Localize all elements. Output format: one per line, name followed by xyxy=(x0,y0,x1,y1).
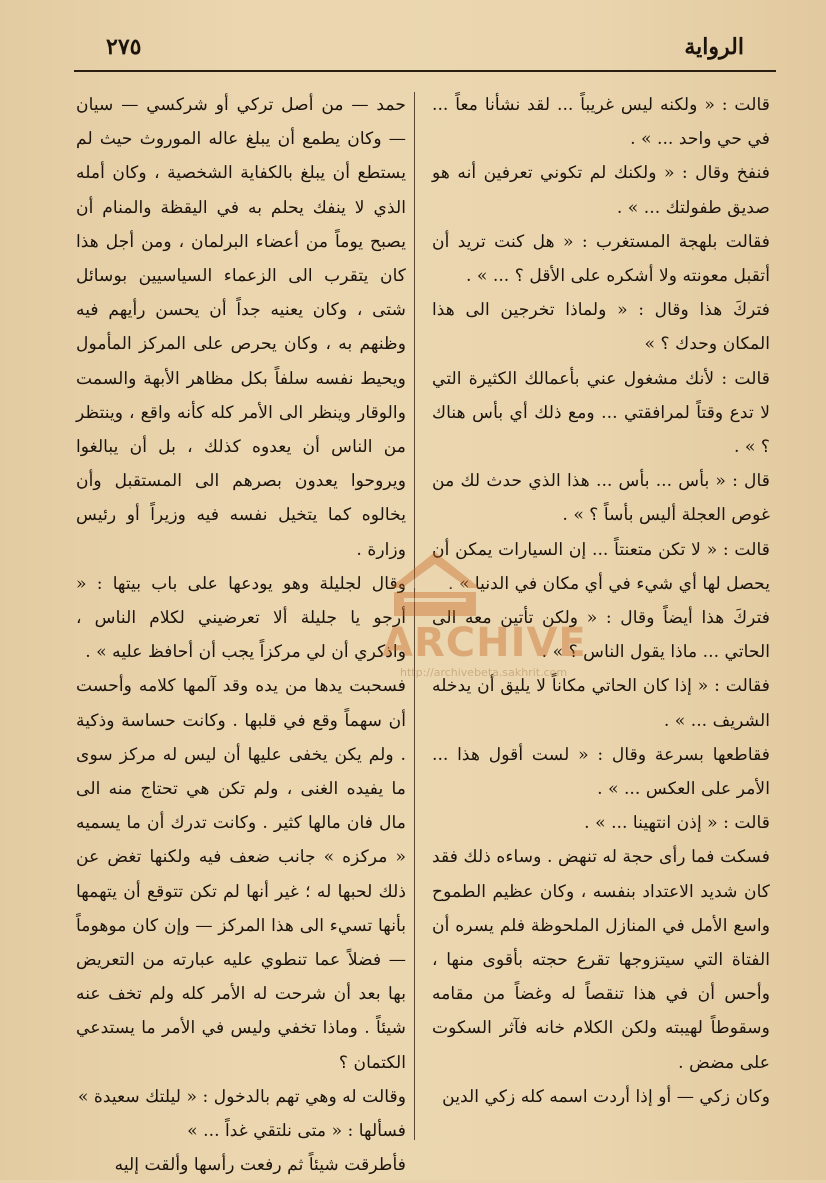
paragraph: فتركَ هذا وقال : « ولماذا تخرجين الى هذا المكان وحدك ؟ » xyxy=(432,300,770,355)
paragraph: قال : « بأس ... بأس ... هذا الذي حدث لك من غوص العجلة أليس بأساً ؟ » . xyxy=(432,471,770,526)
column-divider xyxy=(414,92,415,1140)
paragraph: قالت : لأنك مشغول عني بأعمالك الكثيرة التي لا تدع وقتاً لمرافقتي ... ومع ذلك أي بأس هناك ؟ » . xyxy=(432,368,770,458)
paragraph: فسحبت يدها من يده وقد آلمها كلامه وأحست أن سهماً وقع في قلبها . وكانت حساسة وذكية . ولم يكن يخفى عليها أن ليس له مركز سوى ما يفيده الغنى ، ولم تكن هي تحتاج منه الى مال فان مالها كثير . وكانت تدرك أن ما يسميه « مركزه » جانب ضعف فيه ولكنها تغض عن ذلك لحبها له ؛ غير أنها لم تكن تتوقع أن يتهمها بأنها تسيء الى هذا المركز — وإن كان موهوماً — فضلاً عما تنطوي عليه عبارته من التعريض بها بعد أن شرحت له الأمر كله ولم تخف عنه شيئاً . وماذا تخفي وليس في الأمر ما يستدعي الكتمان ؟ xyxy=(76,676,406,1073)
paragraph: وكان زكي — أو إذا أردت اسمه كله زكي الدين xyxy=(442,1086,770,1107)
watermark-url: http://archivebeta.sakhrit.com xyxy=(400,666,568,679)
text-column-right xyxy=(432,88,770,1114)
page-header xyxy=(78,28,774,70)
page-number: ٢٧٥ xyxy=(106,34,142,60)
paragraph: قالت : « إذن انتهينا ... » . xyxy=(584,813,770,834)
paragraph: قالت : « ولكنه ليس غريباً ... لقد نشأنا معاً ... في حي واحد ... » . xyxy=(432,95,770,150)
paragraph: قالت : « لا تكن متعنتاً ... إن السيارات يمكن أن يحصل لها أي شيء في أي مكان في الدنيا » . xyxy=(432,539,770,594)
watermark-brand: ARCHIVE xyxy=(382,620,587,666)
paragraph: حمد — من أصل تركي أو شركسي — سيان — وكان يطمع أن يبلغ عاله الموروث حيث لم يستطع أن يبلغ بالكفاية الشخصية ، وكان أمله الذي لا ينفك يحلم به في اليقظة والمنام أن يصبح يوماً من أعضاء البرلمان ، ومن أجل هذا كان يتقرب الى الزعماء السياسيين بوسائل شتى ، وكان يعنيه جداً أن يحسن رأيهم فيه وظنهم به ، وكان يحرص على المركز المأمول ويحيط نفسه سلفاً بكل مظاهر الأبهة والسمت والوقار وينظر الى الأمر كله كأنه واقع ، وينتظر من الناس أن يعدوه كذلك ، بل أن يبالغوا ويروحوا يعدون بصرهم الى المستقبل وأن يخالوه كما يتخيل نفسه فيه وزيراً أو رئيس وزارة . xyxy=(76,95,406,560)
paragraph: وقال لجليلة وهو يودعها على باب بيتها : « أرجو يا جليلة ألا تعرضيني لكلام الناس ، واذكري أن لي مركزاً يجب أن أحافظ عليه » . xyxy=(76,573,406,663)
paragraph: فقالت بلهجة المستغرب : « هل كنت تريد أن أتقبل معونته ولا أشكره على الأقل ؟ ... » . xyxy=(432,231,770,287)
paragraph: فقاطعها بسرعة وقال : « لست أقول هذا ... الأمر على العكس ... » . xyxy=(432,744,770,800)
journal-title: الرواية xyxy=(684,34,744,60)
paragraph: فسكت فما رأى حجة له تنهض . وساءه ذلك فقد كان شديد الاعتداد بنفسه ، وكان عظيم الطموح واسع الأمل في المنازل الملحوظة فلم يسره أن الفتاة التي سيتزوجها تقرع حجته بأقوى منها ، وأحس أن في هذا تنقصاً له وغضاً من مقامه وسقوطاً لهيبته ولكن الكلام خانه فآثر السكوت على مضض . xyxy=(432,847,770,1073)
paragraph: فتركَ هذا أيضاً وقال : « ولكن تأتين معه الى الحاتي ... ماذا يقول الناس ؟ » . xyxy=(432,608,770,663)
paragraph: وقالت له وهي تهم بالدخول : « ليلتك سعيدة » xyxy=(77,1086,406,1107)
header-rule xyxy=(74,70,776,72)
text-column-left xyxy=(76,88,406,1183)
paragraph: فأطرقت شيئاً ثم رفعت رأسها وألقت إليه xyxy=(114,1155,406,1176)
paragraph: فقالت : « إذا كان الحاتي مكاناً لا يليق أن يدخله الشريف ... » . xyxy=(432,676,770,731)
paragraph: فنفخ وقال : « ولكنك لم تكوني تعرفين أنه هو صديق طفولتك ... » . xyxy=(432,163,770,218)
paragraph: فسألها : « متى نلتقي غداً ... » xyxy=(187,1121,406,1142)
